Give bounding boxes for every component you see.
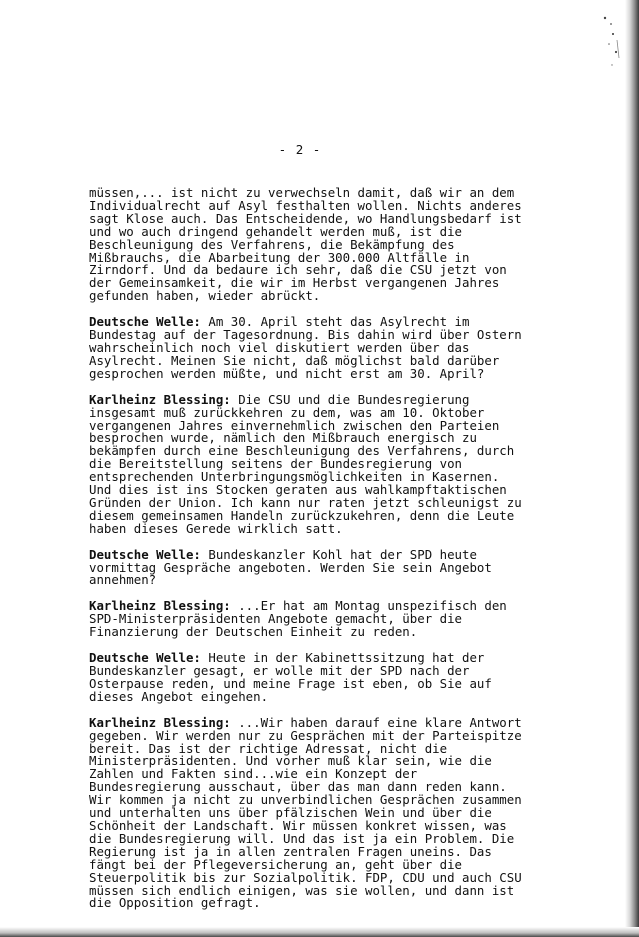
speaker-label: Deutsche Welle: <box>89 546 201 562</box>
paragraph-text: ...Wir haben darauf eine klare Antwort gegeben. Wir werden nur zu Gesprächen mit der Parteispitze bereit. Das ist der richtige Adressat, nicht die Ministerpräsidenten. Und vorher muß klar sein, wie die Zahlen und Fakten sind...wie ein Konzept der Bundesregierung ausschaut, über das man dann reden kann. Wir kommen ja nicht zu unverbindlichen Gesprächen zusammen und unterhalten uns über pfälzischen Wein und über die Schönheit der Landschaft. Wir müssen konkret wissen, was die Bundesregierung will. Und das ist ja ein Problem. Die Regierung ist ja in allen zentralen Fragen uneins. Das fängt bei der Pflegeversicherung an, geht über die Steuerpolitik bis zur Sozialpolitik. FDP, CDU und auch CSU müssen sich endlich einigen, was sie wollen, und dann ist die Opposition gefragt. <box>89 714 522 911</box>
paragraph <box>89 652 529 704</box>
paragraph <box>89 546 529 588</box>
paragraph <box>89 600 529 639</box>
scan-shadow-right <box>625 0 639 937</box>
paragraph <box>89 391 529 536</box>
page-number: - 2 - <box>278 142 322 157</box>
scan-shadow-bottom <box>0 927 639 937</box>
paragraph <box>89 714 529 911</box>
speaker-label: Karlheinz Blessing: <box>89 598 231 614</box>
scan-specks <box>583 10 623 80</box>
paragraph-text: ...Er hat am Montag unspezifisch den SPD-Ministerpräsidenten Angebote gemacht, über die Finanzierung der Deutschen Einheit zu reden. <box>89 598 507 640</box>
paragraph-text: Heute in der Kabinettssitzung hat der Bundeskanzler gesagt, er wolle mit der SPD nach der Osterpause reden, und meine Frage ist eben, ob Sie auf dieses Angebot eingehen. <box>89 650 492 704</box>
paragraph-text: Am 30. April steht das Asylrecht im Bundestag auf der Tagesordnung. Bis dahin wird über Ostern wahrscheinlich noch viel diskutiert werden über das Asylrecht. Meinen Sie nicht, daß möglichst bald darüber gesprochen werden müßte, und nicht erst am 30. April? <box>89 314 522 381</box>
speaker-label: Karlheinz Blessing: <box>89 714 231 730</box>
speaker-label: Karlheinz Blessing: <box>89 391 231 407</box>
interview-transcript <box>89 187 529 923</box>
speaker-label: Deutsche Welle: <box>89 650 201 666</box>
paragraph-text: Die CSU und die Bundesregierung insgesamt muß zurückkehren zu dem, was am 10. Oktober vergangenen Jahres einvernehmlich zwischen den Parteien besprochen wurde, nämlich den Mißbrauch energisch zu bekämpfen durch eine Beschleunigung des Verfahrens, durch die Bereitstellung seitens der Bundesregierung von entsprechenden Unterbringungsmöglichkeiten in Kasernen. Und dies ist ins Stocken geraten aus wahlkampftaktischen Gründen der Union. Ich kann nur raten jetzt schleunigst zu diesem gemeinsamen Handeln zurückzukehren, denn die Leute haben dieses Gerede wirklich satt. <box>89 391 522 536</box>
paragraph-text: Bundeskanzler Kohl hat der SPD heute vormittag Gespräche angeboten. Werden Sie sein Angebot annehmen? <box>89 546 492 588</box>
paragraph <box>89 316 529 381</box>
speaker-label: Deutsche Welle: <box>89 314 201 330</box>
paragraph-text: müssen,... ist nicht zu verwechseln damit, daß wir an dem Individualrecht auf Asyl festhalten wollen. Nichts anderes sagt Klose auch. Das Entscheidende, wo Handlungsbedarf ist und wo auch dringend gehandelt werden muß, ist die Beschleunigung des Verfahrens, die Bekämpfung des Mißbrauchs, die Abarbeitung der 300.000 Altfälle in Zirndorf. Und da bedaure ich sehr, daß die CSU jetzt von der Gemeinsamkeit, die wir im Herbst vergangenen Jahres gefunden haben, wieder abrückt. <box>89 185 522 304</box>
paragraph <box>89 187 529 303</box>
